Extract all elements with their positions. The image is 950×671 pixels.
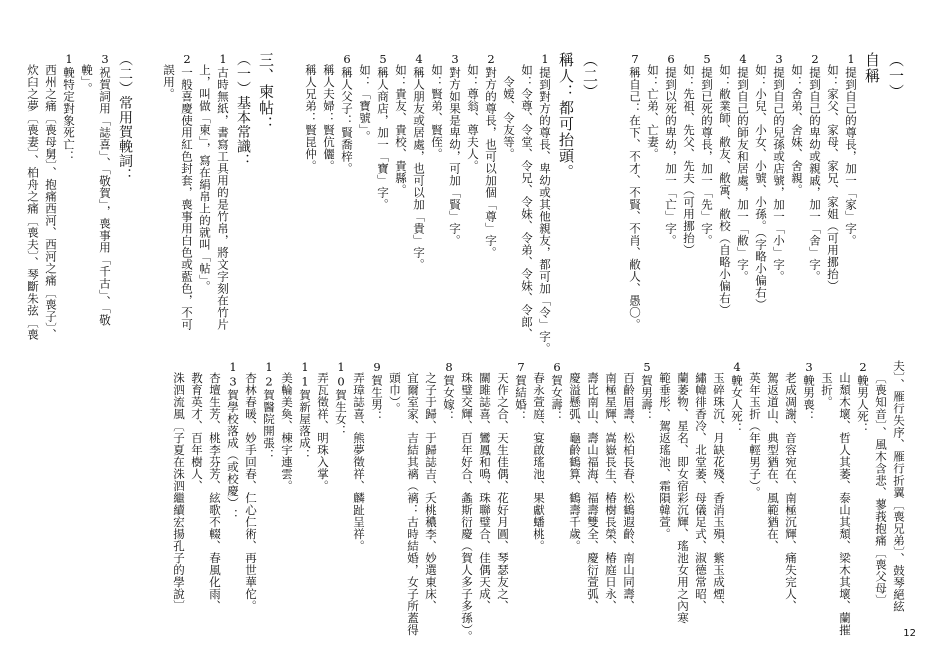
text-column: 珠璧交輝、百年好合、螽斯衍慶（賀人多子多孫）。 — [460, 372, 474, 643]
text-column: 6提到以死的卑幼，加一「亡」字。 — [664, 52, 678, 247]
text-column: 頭巾）。 — [388, 372, 402, 415]
text-column: 南極星輝、嵩嶽長生、椿樹長榮、椿庭日永、 — [604, 372, 618, 612]
text-column: 美輪美奐、棟宇連雲。 — [280, 372, 294, 492]
text-column: 10賀生女： — [334, 360, 348, 437]
text-column: 夫〕、雁行失序、雁行折翼〔喪兄弟〕、鼓琴絕絃 — [892, 360, 906, 613]
text-column: 1提到自己的尊長，加一「家」字。 — [844, 52, 858, 247]
text-column: 玉折。 — [820, 372, 834, 408]
text-column: 範垂彤、駕返瑤池、霜隕韓萱。 — [658, 372, 672, 540]
text-column: 5提到已死的尊長，加一「先」字。 — [700, 52, 714, 247]
text-column: 12賀醫院開張： — [262, 360, 276, 461]
text-column: 1輓特定對象死亡： — [62, 52, 76, 163]
text-column: 2提到自己的卑幼或親戚，加一「舍」字。 — [808, 52, 822, 283]
text-column: （二）常用賀輓詞： — [117, 52, 133, 183]
text-column: 誤用。 — [162, 64, 176, 100]
text-column: 杏林春暖、妙手回春、仁心仁術、再世華佗。 — [244, 372, 258, 612]
text-column: 如：先祖、先父、先夫（可用挪抬） — [682, 64, 696, 256]
text-column: 教育英才、百年樹人、 — [190, 372, 204, 492]
text-column: 如：敝業師、敝友、敝寓、敝校（自略小偏右） — [718, 64, 732, 316]
text-column: 天作之合、天生佳偶、花好月圓、琴瑟友之、 — [496, 372, 510, 612]
text-column: 6稱人父子：賢喬梓。 — [340, 52, 354, 175]
text-column: 慶溢懸弧、龜齡鶴算、鶴壽千歲。 — [568, 372, 582, 552]
text-column: 〔喪知音〕、風木含悲、蓼莪抱痛〔喪父母〕 — [874, 372, 888, 607]
text-column: 春永萱庭、宴啟瑤池、果獻蟠桃。 — [532, 372, 546, 552]
text-column: 老成凋謝、音容宛在、南極沉輝、痛失完人、 — [784, 372, 798, 612]
text-column: 弄瓦徵祥、明珠入掌。 — [316, 372, 330, 492]
text-column: 如：「寶號」。 — [358, 64, 372, 143]
text-column: 稱人兄弟：賢昆仲。 — [304, 64, 318, 172]
text-column: 繡幃徘香冷、北堂萎、母儀足式、淑德常昭、 — [694, 372, 708, 612]
page-number: 12 — [903, 628, 916, 639]
text-column: 2對方的尊長，也可以加個「尊」字。 — [484, 52, 498, 259]
text-column: 2輓男人死： — [856, 360, 870, 435]
text-column: 蘭萎物、星名、即女宿彩沉輝、瑤池女用之內寒 — [676, 372, 690, 624]
text-column: （一）基本常識： — [235, 52, 251, 168]
text-column: 8賀女嫁： — [442, 360, 456, 423]
text-column: 4稱人朋友或居處，也可以加「貴」字。 — [412, 52, 426, 271]
text-column: 弄璋誌喜、熊夢徵祥、麟趾呈祥。 — [352, 372, 366, 552]
text-column: 玉碎珠沉、月缺花殘、香消玉殞、紫玉成煙、 — [712, 372, 726, 612]
text-column: 宜爾室家、吉結其褵（褵：古時結婚，女子所蓋得 — [406, 372, 420, 636]
text-column: 如：家父、家母、家兄、家姐（可用挪抬） — [826, 64, 840, 292]
text-column: 9賀生男： — [370, 360, 384, 423]
text-column: 輓」。 — [80, 64, 94, 95]
text-column: 自稱 — [863, 52, 881, 84]
text-column: 5賀男壽： — [640, 360, 654, 423]
text-column: 13賀學校落成（或校慶）： — [226, 360, 240, 521]
text-column: 7賀結婚： — [514, 360, 528, 423]
text-column: 西州之痛〔喪母舅〕、抱痛西河、西河之痛〔喪子〕、 — [44, 64, 58, 341]
text-column: 11賀新屋落成： — [298, 360, 312, 461]
text-column: 稱人夫婦：賢伉儷。 — [322, 64, 336, 172]
text-column: 1古時無紙，書寫工具用的是竹帛，將文字刻在竹片 — [216, 52, 230, 331]
text-column: 令嫒、令友等。 — [502, 76, 516, 160]
text-column: 稱人：都可抬頭。 — [557, 52, 575, 180]
text-column: 如：小兒、小女、小號、小孫。（字略小偏右） — [754, 64, 768, 311]
text-column: 炊臼之夢〔喪妻〕、柏舟之痛〔喪夫〕、琴斷朱弦〔喪 — [26, 64, 40, 341]
text-column: 3對方如果是卑幼，可加「賢」字。 — [448, 52, 462, 247]
text-column: 英年玉折（年輕男子）。 — [748, 372, 762, 499]
text-column: 百齡眉壽、松柏長春、松鶴遐齡、南山同壽、 — [622, 372, 636, 612]
text-column: 山頹木壞、哲人其萎、泰山其頹、梁木其壞、蘭摧 — [838, 372, 852, 636]
text-column: 如：亡弟、亡妻。 — [646, 64, 660, 160]
text-column: 5稱人商店，加一「寶」字。 — [376, 52, 390, 211]
text-column: 4提到自己的師友和居處，加一「敝」字。 — [736, 52, 750, 283]
text-column: 如：令尊、令堂、令兄、令妹、令弟、令妹、令郎、 — [520, 64, 534, 340]
text-column: 上，叫做「柬」，寫在絹帛上的就叫「帖」。 — [198, 64, 212, 293]
text-column: 4輓女人死： — [730, 360, 744, 435]
text-column: 壽比南山、壽山福海、福壽雙全、慶衍萱弧、 — [586, 372, 600, 612]
text-column: 7稱自己：在下、不才、不賢、不肖、敝人、愚〇。 — [628, 52, 642, 331]
text-column: 三、柬帖： — [257, 52, 275, 132]
text-column: 關雎誌喜、鸞鳳和鳴、珠聯璧合、佳偶天成、 — [478, 372, 492, 612]
text-column: 杏壇生芳、桃李芬芳、絃歌不輟、春風化雨、 — [208, 372, 222, 612]
text-column: （一） — [887, 52, 905, 100]
text-column: 之子于歸、于歸誌吉、夭桃穠李、妙選東床、 — [424, 372, 438, 612]
text-column: 如：貴友、貴校、貴縣。 — [394, 64, 408, 196]
text-column: 3輓男喪： — [802, 360, 816, 423]
text-column: 如：尊翁、尊夫人。 — [466, 64, 480, 172]
text-column: 洙泗流風〔子夏在洙泗繼續宏揚孔子的學說〕 — [172, 372, 186, 612]
text-column: 6賀女壽： — [550, 360, 564, 423]
text-column: 1提到對方的尊長、卑幼或其他親友，都可加「令」字。 — [538, 52, 552, 355]
text-column: 3提到自己的兒孫或店號，加一「小」字。 — [772, 52, 786, 283]
top-text-block — [26, 52, 908, 355]
bottom-text-block — [40, 360, 908, 660]
text-column: 如：舍弟、舍妹、舍親。 — [790, 64, 804, 196]
text-column: 3祝賀詞用「誌喜」、「敬賀」，喪事用「千古」、「敬 — [98, 52, 112, 326]
text-column: 如：賢弟、賢侄。 — [430, 64, 444, 160]
text-column: （二） — [581, 52, 599, 100]
text-column: 駕返道山、典型猶在、風範猶在、 — [766, 372, 780, 552]
text-column: 2一般喜慶使用紅色封套，喪事用白色或藍色，不可 — [180, 52, 194, 331]
